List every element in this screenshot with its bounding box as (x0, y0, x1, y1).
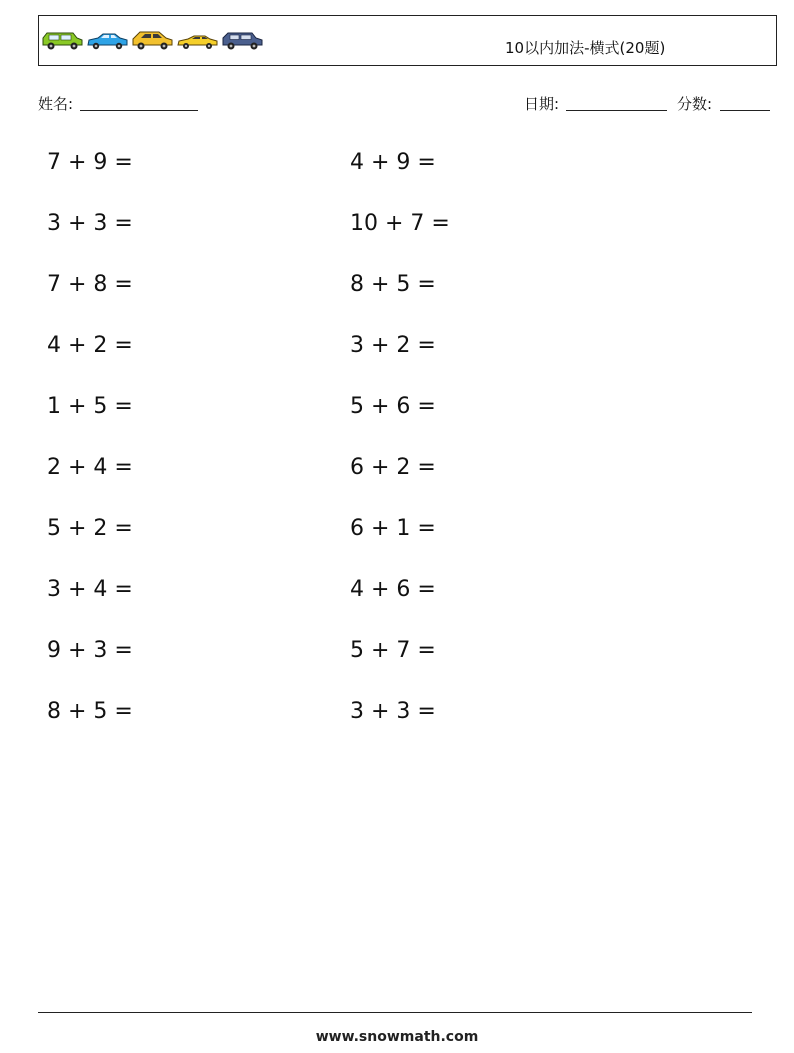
problem-10: 5 + 6 = (350, 394, 436, 419)
problem-1: 7 + 9 = (47, 150, 133, 175)
problem-12: 6 + 2 = (350, 455, 436, 480)
footer-url: www.snowmath.com (315, 1029, 479, 1045)
problem-17: 9 + 3 = (47, 638, 133, 663)
car-icons-strip (41, 29, 264, 51)
worksheet-title: 10以内加法-横式(20题) (505, 39, 666, 57)
problem-7: 4 + 2 = (47, 333, 133, 358)
score-blank[interactable] (720, 110, 770, 111)
worksheet-header (38, 15, 777, 66)
problem-15: 3 + 4 = (47, 577, 133, 602)
problem-4: 10 + 7 = (350, 211, 450, 236)
problem-13: 5 + 2 = (47, 516, 133, 541)
problem-20: 3 + 3 = (350, 699, 436, 724)
problem-3: 3 + 3 = (47, 211, 133, 236)
problem-5: 7 + 8 = (47, 272, 133, 297)
yellow-hatchback-icon (131, 29, 174, 51)
problem-14: 6 + 1 = (350, 516, 436, 541)
name-label: 姓名: (38, 95, 74, 113)
score-label: 分数: (677, 95, 713, 113)
green-suv-icon (41, 29, 84, 51)
problem-2: 4 + 9 = (350, 150, 436, 175)
problem-16: 4 + 6 = (350, 577, 436, 602)
problem-8: 3 + 2 = (350, 333, 436, 358)
problem-19: 8 + 5 = (47, 699, 133, 724)
problem-9: 1 + 5 = (47, 394, 133, 419)
date-label: 日期: (524, 95, 560, 113)
problem-6: 8 + 5 = (350, 272, 436, 297)
navy-suv-icon (221, 29, 264, 51)
name-blank[interactable] (80, 110, 198, 111)
blue-coupe-icon (86, 29, 129, 51)
footer-divider (38, 1012, 752, 1013)
yellow-sports-car-icon (176, 29, 219, 51)
date-blank[interactable] (566, 110, 667, 111)
problem-11: 2 + 4 = (47, 455, 133, 480)
problem-18: 5 + 7 = (350, 638, 436, 663)
